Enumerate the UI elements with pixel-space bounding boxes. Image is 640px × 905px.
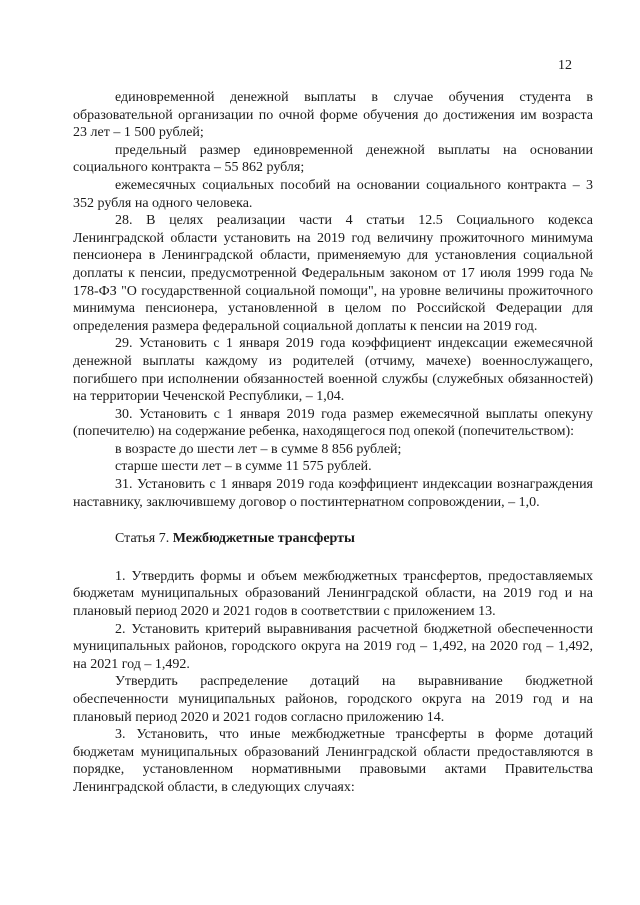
document-body (73, 89, 593, 797)
page-number: 12 (558, 58, 572, 73)
paragraph-item-30: 30. Установить с 1 января 2019 года размер ежемесячной выплаты опекуну (попечителю) на содержание ребенка, находящегося под опекой (попечительством): (73, 406, 593, 440)
paragraph: предельный размер единовременной денежной выплаты на основании социального контракта – 55 862 рубля; (73, 142, 593, 176)
article-paragraph-3: 3. Установить, что иные межбюджетные трансферты в форме дотаций бюджетам муниципальных образований Ленинградской области предоставляются в порядке, установленном нормативными правовыми актами Правительства Ленинградской области, в следующих случаях: (73, 727, 593, 795)
article-paragraph-2: 2. Установить критерий выравнивания расчетной бюджетной обеспеченности муниципальных районов, городского округа на 2019 год – 1,492, на 2020 год – 1,492, на 2021 год – 1,492. (73, 621, 593, 672)
article-heading (73, 530, 593, 548)
paragraph: в возрасте до шести лет – в сумме 8 856 рублей; (115, 441, 402, 457)
article-prefix: Статья 7. (115, 531, 173, 547)
paragraph: единовременной денежной выплаты в случае обучения студента в образовательной организации по очной форме обучения до достижения им возраста 23 лет – 1 500 рублей; (73, 90, 593, 141)
paragraph: ежемесячных социальных пособий на основании социального контракта – 3 352 рубля на одного человека. (73, 177, 593, 211)
paragraph: старше шести лет – в сумме 11 575 рублей. (115, 459, 372, 475)
paragraph-item-28: 28. В целях реализации части 4 статьи 12.5 Социального кодекса Ленинградской области установить на 2019 год величину прожиточного минимума пенсионера в Ленинградской области, применяемую для установления социальной доплаты к пенсии, предусмотренной Федеральным законом от 17 июля 1999 года № 178-ФЗ "О государственной социальной помощи", на уровне величины прожиточного минимума пенсионера, установленной в целом по Российской Федерации для определения размера федеральной социальной доплаты к пенсии на 2019 год. (73, 213, 593, 334)
article-paragraph-1: 1. Утвердить формы и объем межбюджетных трансфертов, предоставляемых бюджетам муниципальных образований Ленинградской области, на 2019 год и на плановый период 2020 и 2021 годов в соответствии с приложением 13. (73, 568, 593, 620)
article-paragraph-2-approve: Утвердить распределение дотаций на выравнивание бюджетной обеспеченности муниципальных районов, городского округа на 2019 год и на плановый период 2020 и 2021 годов согласно приложению 14. (73, 674, 593, 725)
paragraph-item-31: 31. Установить с 1 января 2019 года коэффициент индексации вознаграждения наставнику, заключившему договор о постинтернатном сопровождении, – 1,0. (73, 477, 593, 510)
article-title: Межбюджетные трансферты (172, 531, 355, 547)
paragraph-item-29: 29. Установить с 1 января 2019 года коэффициент индексации ежемесячной денежной выплаты каждому из родителей (отчиму, мачехе) военнослужащего, погибшего при исполнении обязанностей военной службы (служебных обязанностей) на территории Чеченской Республики, – 1,04. (73, 336, 593, 405)
